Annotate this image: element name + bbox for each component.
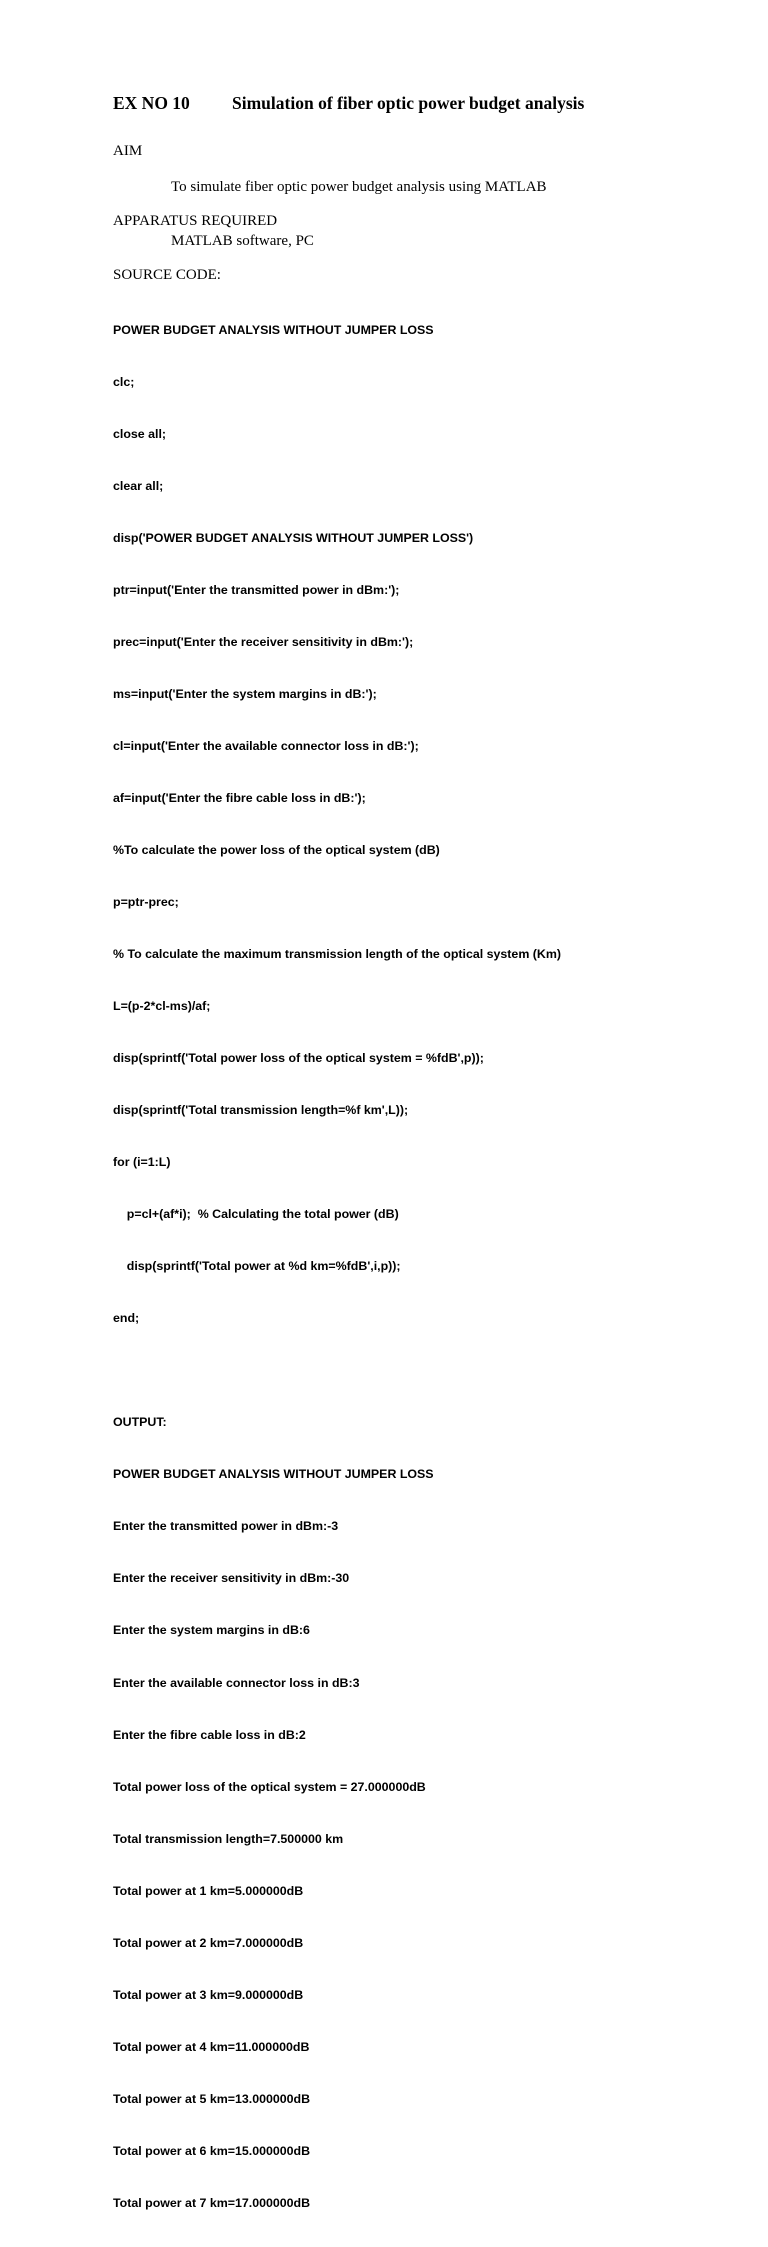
output-line: Total power at 2 km=7.000000dB	[113, 1935, 304, 1950]
exercise-title: Simulation of fiber optic power budget analysis	[232, 93, 585, 113]
code-line: disp(sprintf('Total power at %d km=%fdB',i,p));	[113, 1259, 401, 1274]
code-line: disp(sprintf('Total power loss of the optical system = %fdB',p));	[113, 1051, 484, 1066]
code-line: p=ptr-prec;	[113, 895, 179, 910]
output-line: Total power at 3 km=9.000000dB	[113, 1987, 304, 2002]
code-line: close all;	[113, 426, 167, 441]
apparatus-text: MATLAB software, PC	[171, 233, 314, 249]
output-line: Total power loss of the optical system = 27.000000dB	[113, 1779, 426, 1794]
output-line: Enter the receiver sensitivity in dBm:-30	[113, 1571, 350, 1586]
code-block	[113, 287, 561, 2247]
output-line: Enter the fibre cable loss in dB:2	[113, 1727, 306, 1742]
source-code-heading: SOURCE CODE:	[113, 267, 221, 283]
output-line: POWER BUDGET ANALYSIS WITHOUT JUMPER LOSS	[113, 1467, 434, 1482]
code-line: p=cl+(af*i); % Calculating the total power (dB)	[113, 1207, 399, 1222]
code-line: ms=input('Enter the system margins in dB:');	[113, 686, 377, 701]
output-heading: OUTPUT:	[113, 1415, 167, 1430]
aim-text: To simulate fiber optic power budget analysis using MATLAB	[171, 179, 547, 195]
code-line: for (i=1:L)	[113, 1155, 171, 1170]
output-line: Total power at 6 km=15.000000dB	[113, 2143, 311, 2158]
code-line: clear all;	[113, 478, 164, 493]
exercise-number: EX NO 10	[113, 93, 190, 113]
output-line: Total transmission length=7.500000 km	[113, 1831, 344, 1846]
output-line: Total power at 7 km=17.000000dB	[113, 2195, 311, 2210]
code-line: POWER BUDGET ANALYSIS WITHOUT JUMPER LOSS	[113, 322, 434, 337]
output-line: Enter the transmitted power in dBm:-3	[113, 1519, 339, 1534]
output-line: Enter the available connector loss in dB:3	[113, 1675, 360, 1690]
output-line: Total power at 5 km=13.000000dB	[113, 2091, 311, 2106]
output-line: Total power at 4 km=11.000000dB	[113, 2039, 310, 2054]
code-line: disp(sprintf('Total transmission length=%f km',L));	[113, 1103, 409, 1118]
output-line: Enter the system margins in dB:6	[113, 1623, 310, 1638]
code-line: clc;	[113, 374, 135, 389]
code-line: disp('POWER BUDGET ANALYSIS WITHOUT JUMPER LOSS')	[113, 530, 474, 545]
aim-heading: AIM	[113, 143, 143, 159]
code-line: prec=input('Enter the receiver sensitivity in dBm:');	[113, 634, 414, 649]
page-title	[113, 93, 584, 114]
blank-line	[113, 1362, 561, 1379]
code-line: L=(p-2*cl-ms)/af;	[113, 999, 211, 1014]
code-line: ptr=input('Enter the transmitted power in dBm:');	[113, 582, 400, 597]
code-line: % To calculate the maximum transmission length of the optical system (Km)	[113, 947, 561, 962]
code-line: end;	[113, 1311, 140, 1326]
output-line: Total power at 1 km=5.000000dB	[113, 1883, 304, 1898]
apparatus-heading: APPARATUS REQUIRED	[113, 213, 278, 229]
code-line: af=input('Enter the fibre cable loss in dB:');	[113, 790, 366, 805]
code-line: %To calculate the power loss of the optical system (dB)	[113, 843, 440, 857]
code-line: cl=input('Enter the available connector loss in dB:');	[113, 738, 419, 753]
